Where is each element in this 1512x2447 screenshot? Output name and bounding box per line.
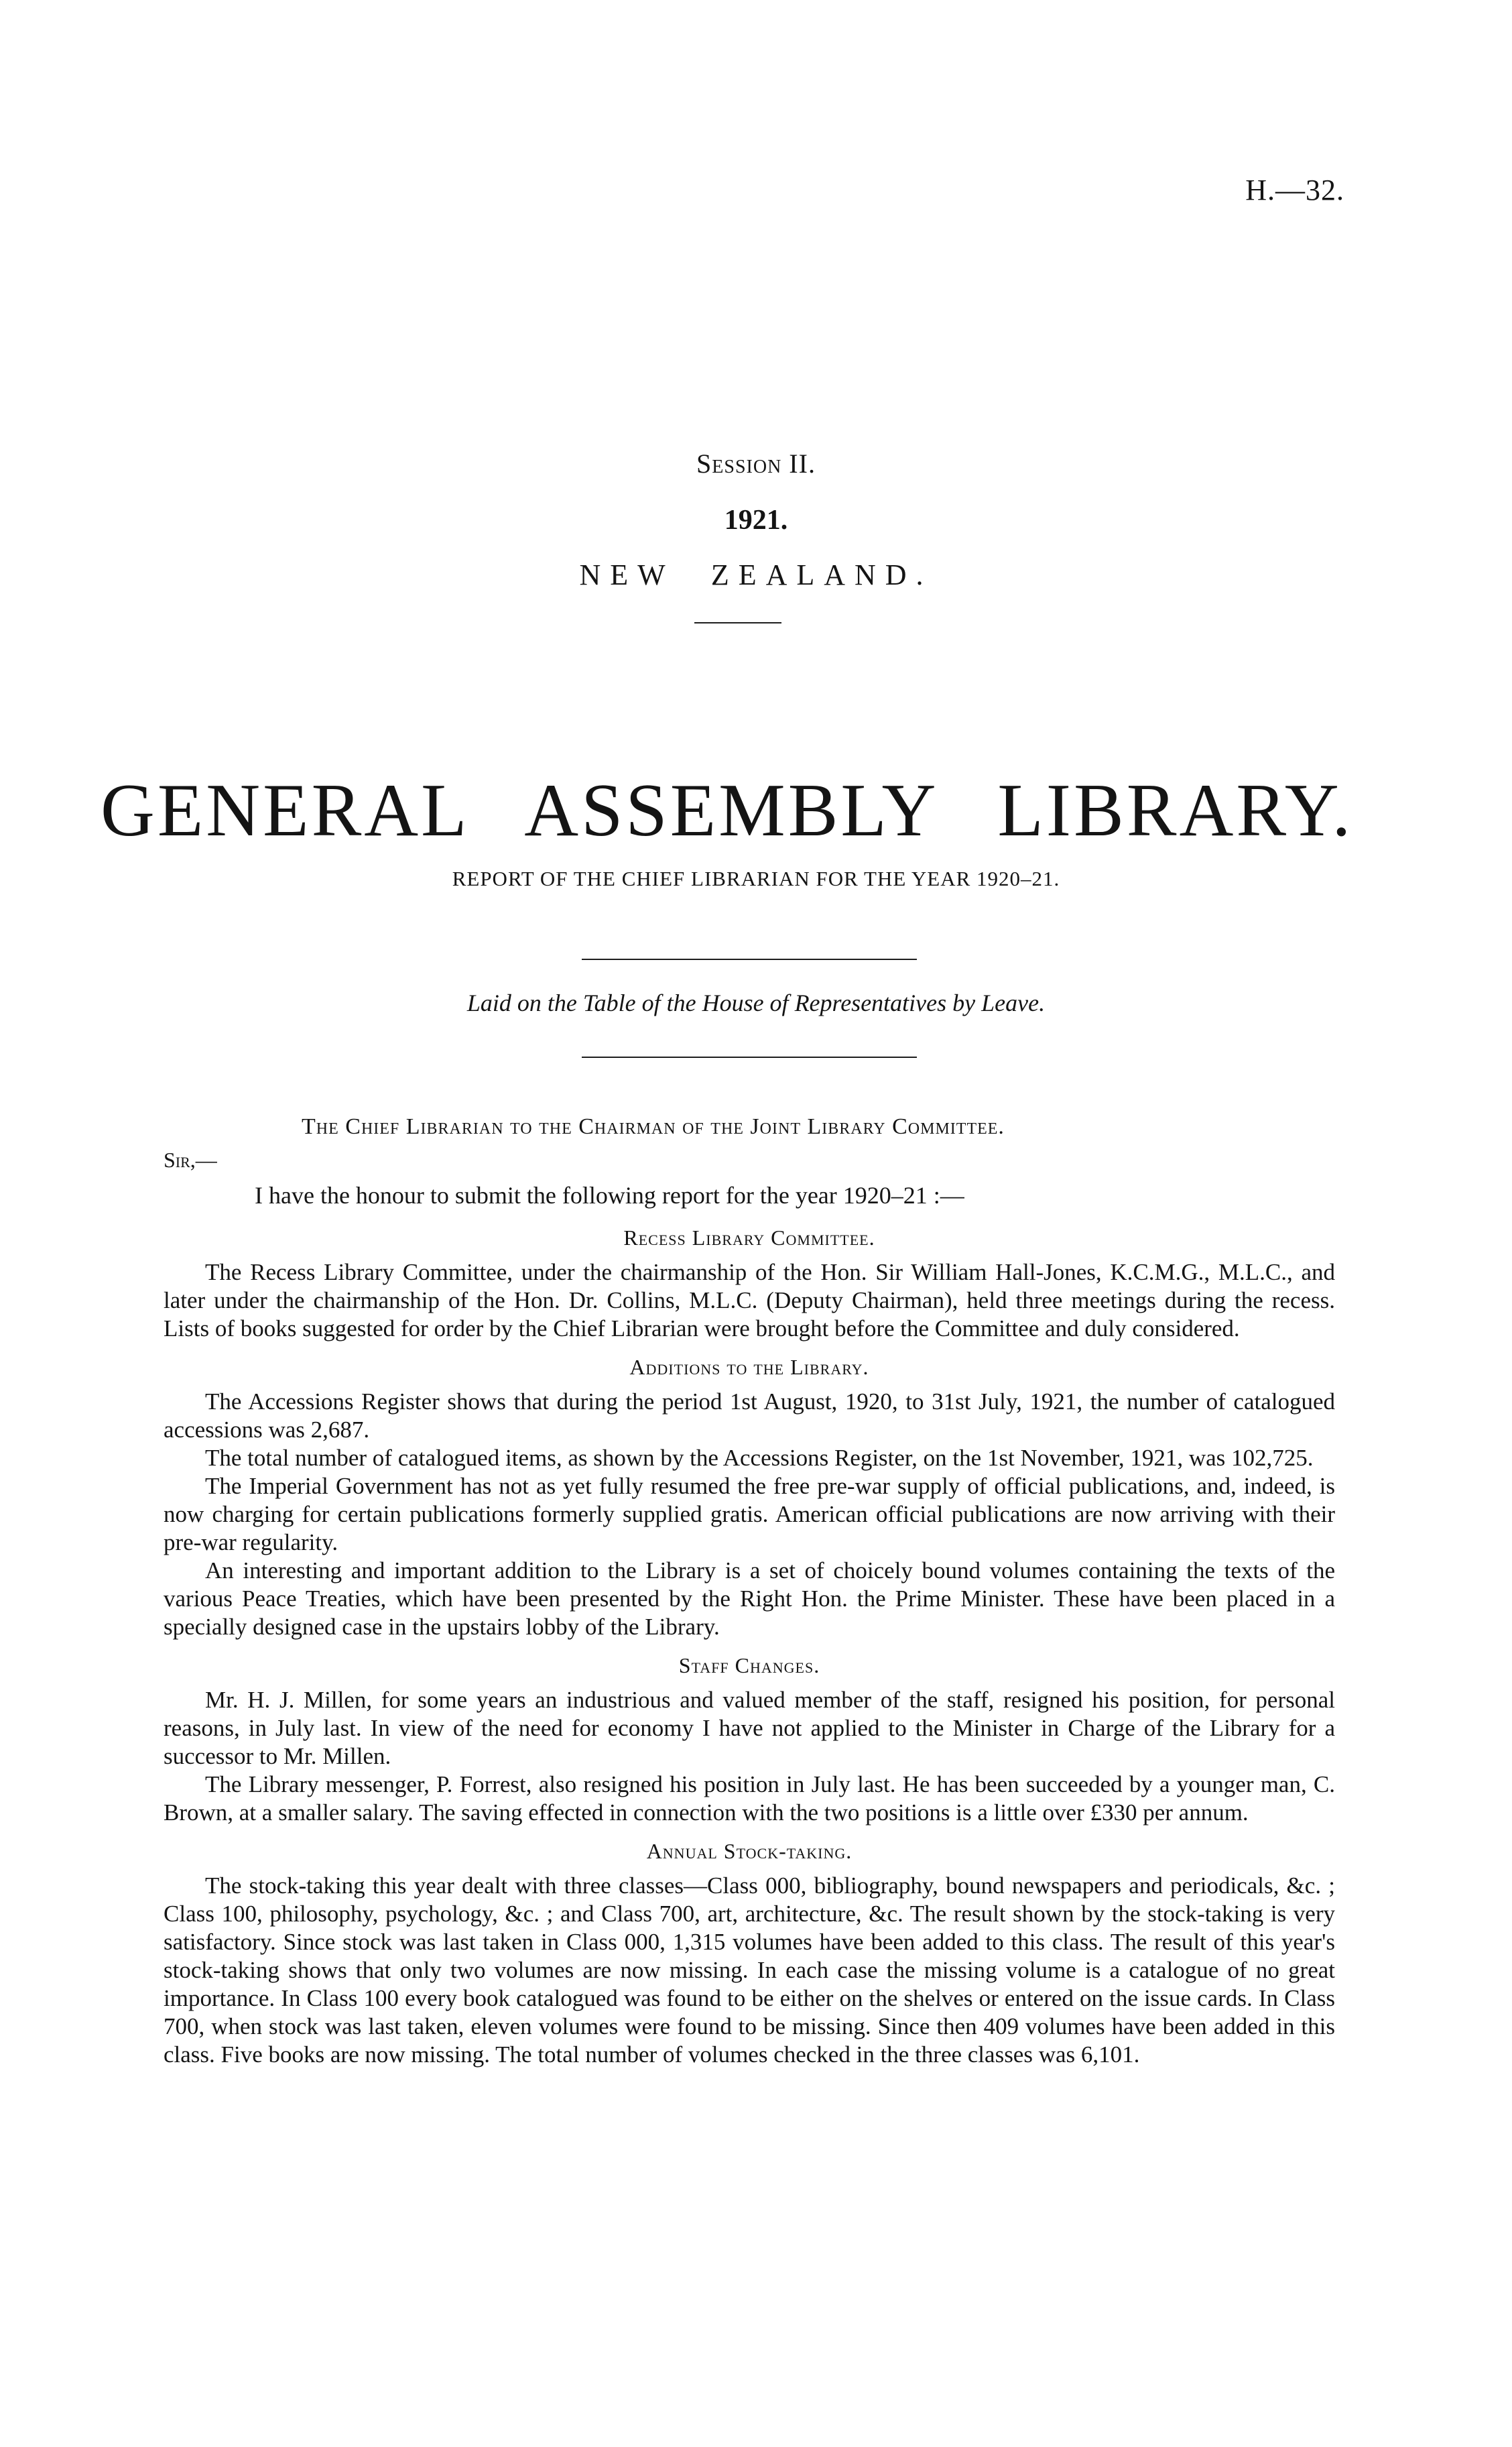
divider-rule <box>582 1057 917 1058</box>
section-heading: Staff Changes. <box>678 1653 820 1677</box>
section-annual-stock-taking <box>164 1839 1335 2069</box>
section-heading: Annual Stock-taking. <box>646 1839 853 1863</box>
paragraph: The stock-taking this year dealt with three classes—Class 000, bibliography, bound newspapers and periodicals, &c. ; Class 100, philosophy, psychology, &c. ; and Class 700, art, architecture, &c. The result shown by the stock-taking is very satisfactory. Since stock was last taken in Class 000, 1,315 volumes have been added to this class. The result of this year's stock-taking shows that only two volumes are now missing. In each case the missing volume is a catalogue of no great importance. In Class 100 every book catalogued was found to be either on the shelves or entered on the issue cards. In Class 700, when stock was last taken, eleven volumes were found to be missing. Since then 409 volumes have been added in this class. Five books are now missing. The total number of volumes checked in the three classes was 6,101. <box>164 1872 1335 2068</box>
section-heading: Additions to the Library. <box>629 1355 869 1379</box>
section-staff-changes <box>164 1653 1335 1827</box>
section-additions-to-library <box>164 1355 1335 1641</box>
report-subtitle: REPORT OF THE CHIEF LIBRARIAN FOR THE YEAR 1920–21. <box>452 867 1060 890</box>
paragraph: The total number of catalogued items, as shown by the Accessions Register, on the 1st November, 1921, was 102,725. <box>205 1445 1314 1471</box>
paragraph: The Imperial Government has not as yet fully resumed the free pre-war supply of official publications, and, indeed, is now charging for certain publications formerly supplied gratis. American official publications are now arriving with their pre-war regularity. <box>164 1473 1335 1555</box>
letter-address: The Chief Librarian to the Chairman of the Joint Library Committee. <box>302 1114 1005 1139</box>
divider-rule <box>582 959 917 960</box>
section-heading: Recess Library Committee. <box>623 1226 875 1250</box>
laid-on-table-note: Laid on the Table of the House of Representatives by Leave. <box>466 990 1046 1016</box>
paragraph: The Accessions Register shows that during the period 1st August, 1920, to 31st July, 1921, the number of catalogued accessions was 2,687. <box>164 1388 1335 1443</box>
letter-intro: I have the honour to submit the following report for the year 1920–21 :— <box>255 1182 964 1209</box>
letter-salutation: Sir,— <box>164 1148 217 1172</box>
paragraph: Mr. H. J. Millen, for some years an industrious and valued member of the staff, resigned his position, for personal reasons, in July last. In view of the need for economy I have not applied to the Minister in Charge of the Library for a successor to Mr. Millen. <box>164 1687 1335 1769</box>
paragraph: The Library messenger, P. Forrest, also resigned his position in July last. He has been succeeded by a younger man, C. Brown, at a smaller salary. The saving effected in connection with the two positions is a little over £330 per annum. <box>164 1771 1335 1826</box>
country-name: NEW ZEALAND. <box>579 558 933 591</box>
main-title: GENERAL ASSEMBLY LIBRARY. <box>101 769 1354 852</box>
session-year: 1921. <box>724 505 788 536</box>
report-body <box>164 1226 1335 2081</box>
paragraph: An interesting and important addition to the Library is a set of choicely bound volumes containing the texts of the various Peace Treaties, which have been presented by the Right Hon. the Prime Minister. These have been placed in a specially designed case in the upstairs lobby of the Library. <box>164 1557 1335 1640</box>
document-reference: H.—32. <box>1245 174 1344 206</box>
section-recess-library-committee <box>164 1226 1335 1343</box>
paragraph: The Recess Library Committee, under the chairmanship of the Hon. Sir William Hall-Jones, K.C.M.G., M.L.C., and later under the chairmanship of the Hon. Dr. Collins, M.L.C. (Deputy Chairman), held three meetings during the recess. Lists of books suggested for order by the Chief Librarian were brought before the Committee and duly considered. <box>164 1259 1335 1341</box>
session-label: Session II. <box>696 449 816 479</box>
divider-rule <box>694 622 781 623</box>
